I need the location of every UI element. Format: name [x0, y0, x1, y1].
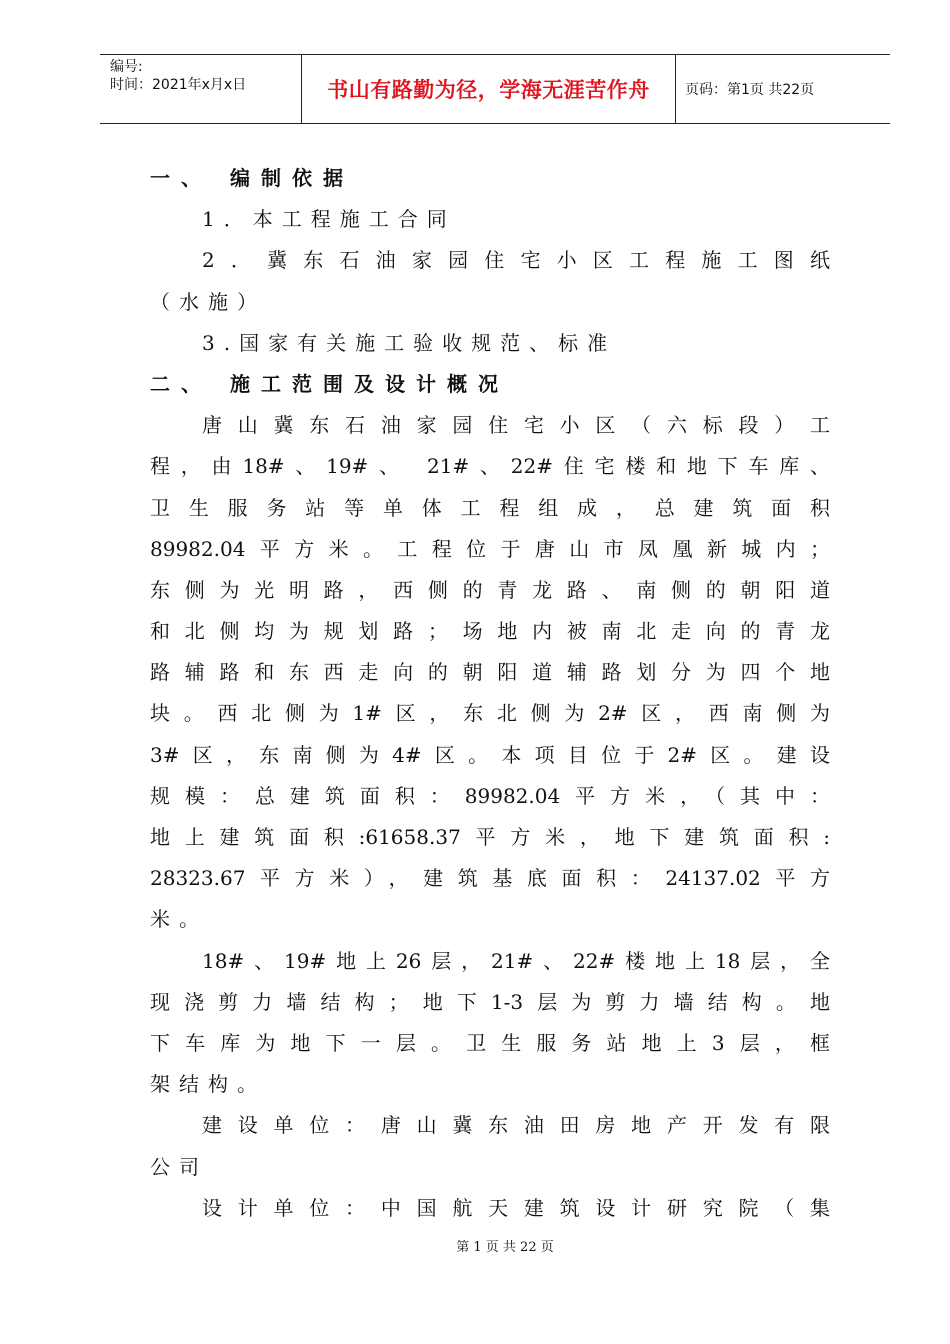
text-line: 3#区，东南侧为4#区。本项目位于2#区。建设: [150, 742, 830, 767]
text-line: 唐山冀东石油家园住宅小区（六标段）工: [202, 413, 830, 438]
text-line: 1．本工程施工合同: [202, 207, 456, 232]
page-footer: 第 1 页 共 22 页: [456, 1240, 554, 1255]
header-motto: 书山有路勤为径，学海无涯苦作舟: [302, 55, 676, 123]
text-line: 米。: [150, 907, 208, 932]
text-line: 公司: [150, 1154, 208, 1179]
header-meta: [100, 55, 302, 123]
text-line: 3.国家有关施工验收规范、标准: [202, 330, 617, 355]
text-line: 28323.67平方米），建筑基底面积：24137.02平方: [150, 866, 830, 891]
document-body: [150, 158, 830, 1229]
text-line: 下车库为地下一层。卫生服务站地上3层，框: [150, 1030, 830, 1055]
text-line: （水施）: [150, 289, 266, 314]
text-line: 规模：总建筑面积：89982.04平方米，（其中：: [150, 783, 830, 808]
section-heading: 一、 编制依据: [150, 166, 354, 190]
text-line: 路辅路和东西走向的朝阳道辅路划分为四个地: [150, 660, 830, 685]
page-header: [100, 54, 890, 124]
document-number-label: 编号:: [110, 59, 143, 75]
text-line: 程，由18#、19#、 21#、22#住宅楼和地下车库、: [150, 454, 830, 479]
text-line: 建设单位：唐山冀东油田房地产开发有限: [202, 1113, 830, 1138]
text-line: 2．冀东石油家园住宅小区工程施工图纸: [202, 248, 830, 273]
text-line: 18#、19#地上26层，21#、22#楼地上18层，全: [202, 948, 830, 973]
text-line: 卫生服务站等单体工程组成，总建筑面积: [150, 495, 830, 520]
document-time: 时间：2021年x月x日: [110, 77, 247, 93]
text-line: 块。西北侧为1#区，东北侧为2#区，西南侧为: [150, 701, 830, 726]
text-line: 现浇剪力墙结构；地下1-3层为剪力墙结构。地: [150, 989, 830, 1014]
text-line: 东侧为光明路，西侧的青龙路、南侧的朝阳道: [150, 577, 830, 602]
text-line: 设计单位：中国航天建筑设计研究院（集: [202, 1195, 830, 1220]
text-line: 89982.04平方米。工程位于唐山市凤凰新城内；: [150, 536, 830, 561]
text-line: 地上建筑面积:61658.37平方米，地下建筑面积:: [150, 825, 830, 849]
header-page-info: 页码：第1页 共22页: [685, 82, 815, 98]
text-line: 和北侧均为规划路；场地内被南北走向的青龙: [150, 619, 830, 644]
section-heading: 二、 施工范围及设计概况: [150, 371, 509, 396]
text-line: 架结构。: [150, 1072, 266, 1097]
